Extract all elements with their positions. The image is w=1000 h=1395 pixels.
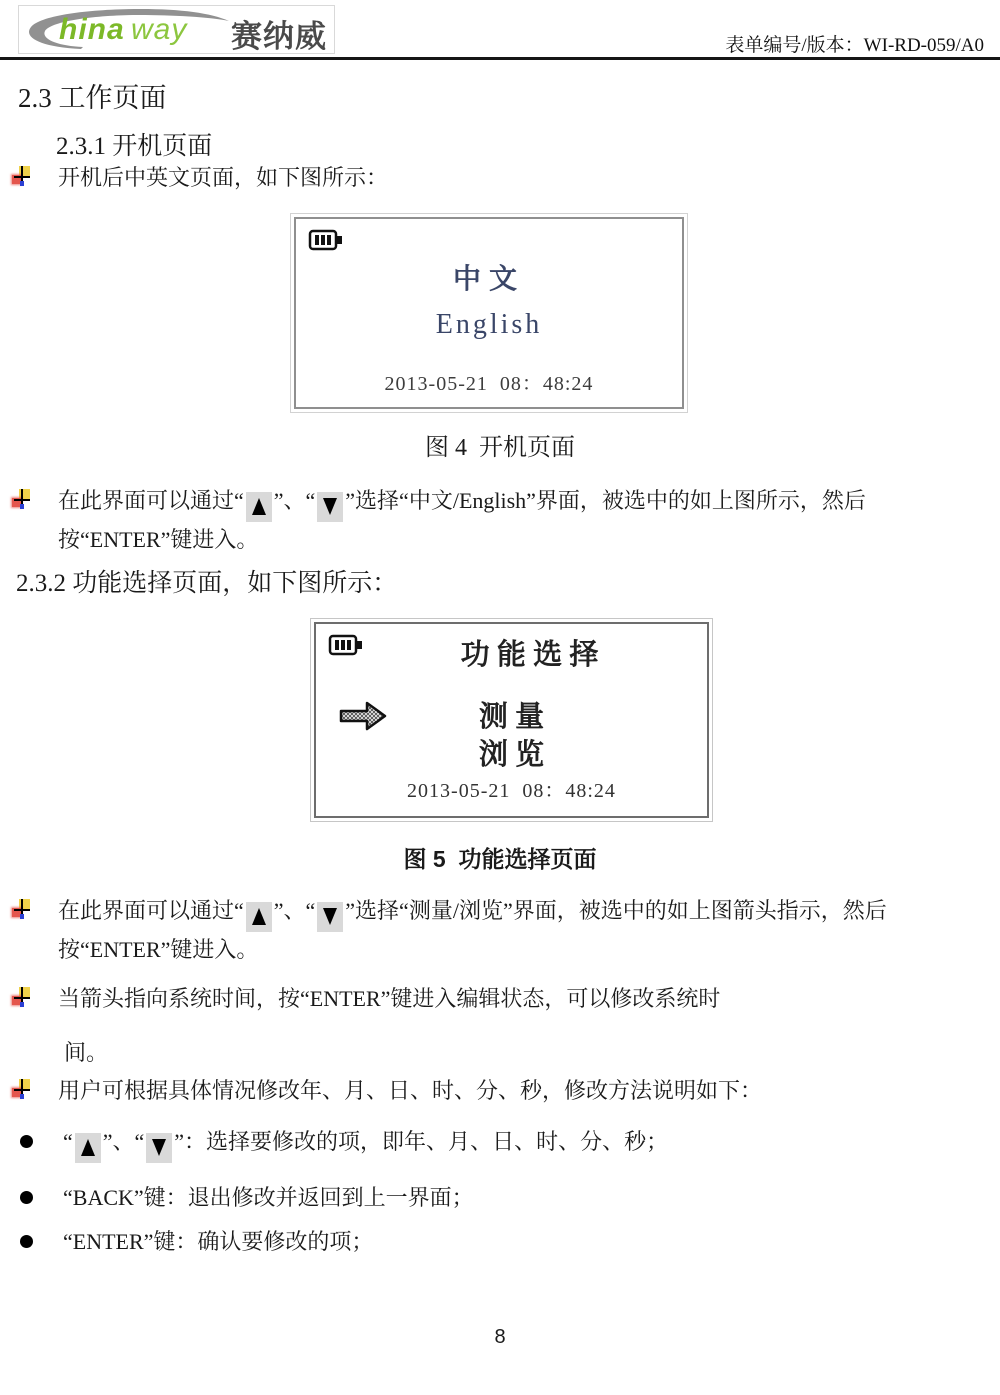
colored-anchor-bullet-icon xyxy=(12,1079,32,1101)
logo-text-way: way xyxy=(131,13,188,46)
figure-function-select-screen xyxy=(310,618,713,822)
paragraph-boot-page xyxy=(12,160,952,196)
language-option-english: English xyxy=(435,309,543,340)
list-item-enter-key xyxy=(20,1224,960,1260)
colored-anchor-bullet-icon xyxy=(12,899,32,921)
list-item-text xyxy=(63,1124,668,1163)
text-segment: ”、“ xyxy=(273,898,316,923)
paragraph-text xyxy=(58,893,964,968)
down-arrow-key-icon xyxy=(146,1133,172,1163)
up-arrow-key-icon xyxy=(246,492,272,522)
document-code: 表单编号/版本：WI-RD-059/A0 xyxy=(725,35,984,56)
filled-circle-bullet-icon xyxy=(20,1235,33,1248)
text-segment: “ xyxy=(63,1129,73,1154)
company-logo xyxy=(18,5,335,54)
text-segment: ”、“ xyxy=(273,488,316,513)
text-segment: ”：选择要修改的项，即年、月、日、时、分、秒； xyxy=(174,1129,669,1154)
figure4-caption: 图 4 开机页面 xyxy=(425,435,575,461)
filled-circle-bullet-icon xyxy=(20,1135,33,1148)
logo-swoosh-icon xyxy=(21,7,231,52)
battery-icon xyxy=(308,228,344,252)
screen-title: 功 能 选 择 xyxy=(460,639,599,671)
logo-text-hina: hina xyxy=(59,13,125,46)
language-option-chinese: 中文 xyxy=(452,264,525,295)
text-segment: ”选择“中文/English”界面，被选中的如上图所示，然后按“ENTER”键进入。 xyxy=(58,488,866,552)
text-segment: 在此界面可以通过“ xyxy=(58,898,244,923)
section-heading-2-3-1: 2.3.1 开机页面 xyxy=(56,133,213,160)
text-segment: ”、“ xyxy=(102,1129,145,1154)
list-item-select-field xyxy=(20,1124,960,1163)
colored-anchor-bullet-icon xyxy=(12,987,32,1009)
header-divider xyxy=(0,57,1000,60)
paragraph-select-function xyxy=(12,893,964,968)
screen-datetime: 2013-05-21 08：48:24 xyxy=(384,373,594,395)
logo-text-chinese: 赛纳威 xyxy=(231,19,327,54)
menu-item-measure: 测 量 xyxy=(478,701,545,733)
colored-anchor-bullet-icon xyxy=(12,166,32,188)
list-item-text: “ENTER”键：确认要修改的项； xyxy=(63,1229,374,1254)
text-line: 间。 xyxy=(64,1040,109,1065)
text-line: 当箭头指向系统时间，按“ENTER”键进入编辑状态，可以修改系统时 xyxy=(58,986,721,1011)
colored-anchor-bullet-icon xyxy=(12,489,32,511)
paragraph-text xyxy=(58,483,960,558)
paragraph-edit-time xyxy=(12,981,952,1071)
function-select-display xyxy=(314,622,709,818)
paragraph-modify-method xyxy=(12,1073,952,1109)
paragraph-text: 开机后中英文页面，如下图所示： xyxy=(58,165,389,190)
text-segment: ”选择“测量/浏览”界面，被选中的如上图箭头指示，然后按“ENTER”键进入。 xyxy=(58,898,887,962)
filled-circle-bullet-icon xyxy=(20,1191,33,1204)
screen-datetime: 2013-05-21 08：48:24 xyxy=(407,780,616,802)
figure5-caption: 图 5 功能选择页面 xyxy=(403,846,597,872)
figure-boot-screen xyxy=(290,213,688,413)
paragraph-select-language xyxy=(12,483,960,558)
list-item-back-key xyxy=(20,1180,960,1216)
menu-item-browse: 浏 览 xyxy=(478,739,545,771)
list-item-text: “BACK”键：退出修改并返回到上一界面； xyxy=(63,1185,474,1210)
page-number: 8 xyxy=(494,1326,506,1348)
down-arrow-key-icon xyxy=(317,902,343,932)
up-arrow-key-icon xyxy=(75,1133,101,1163)
paragraph-text xyxy=(58,981,720,1071)
text-segment: 在此界面可以通过“ xyxy=(58,488,244,513)
section-heading-2-3: 2.3 工作页面 xyxy=(18,83,167,113)
paragraph-text: 用户可根据具体情况修改年、月、日、时、分、秒，修改方法说明如下： xyxy=(58,1078,763,1103)
section-heading-2-3-2: 2.3.2 功能选择页面，如下图所示： xyxy=(16,570,398,597)
up-arrow-key-icon xyxy=(246,902,272,932)
boot-screen-display xyxy=(294,217,684,409)
down-arrow-key-icon xyxy=(317,492,343,522)
